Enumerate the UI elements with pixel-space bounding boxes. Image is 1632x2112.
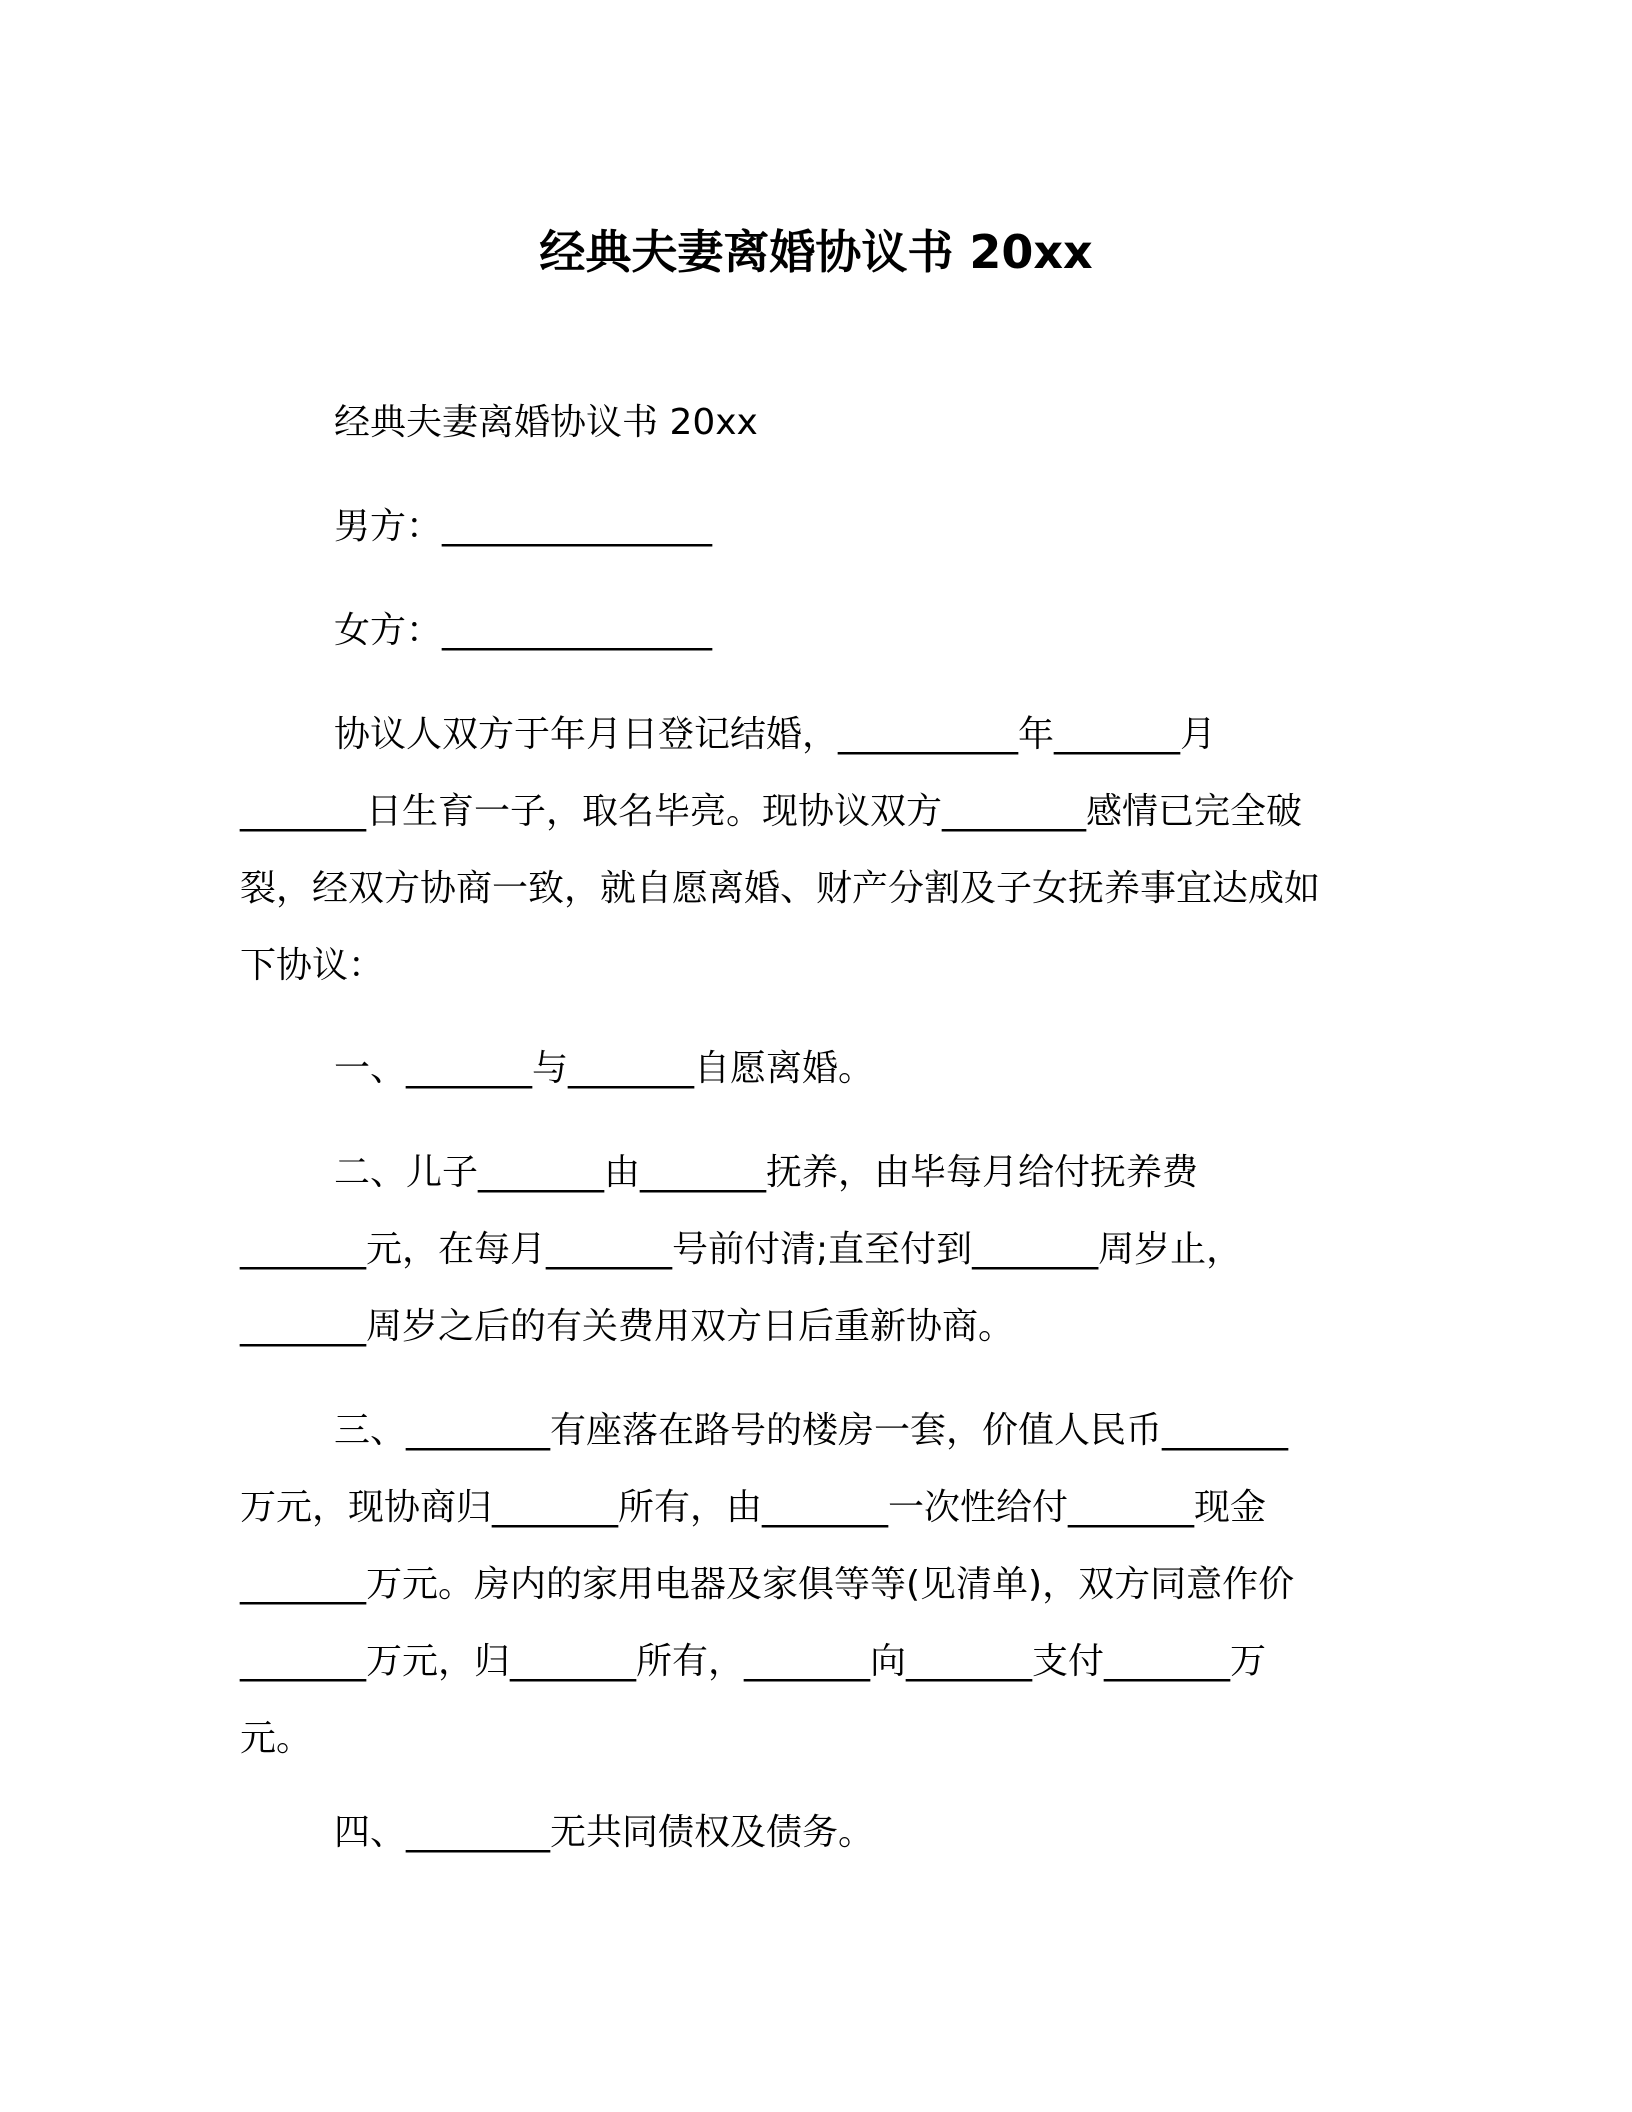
clause-2-line: _______元，在每月_______号前付清;直至付到_______周岁止， xyxy=(240,1229,1243,1270)
paragraph-line: _______日生育一子，取名毕亮。现协议双方________感情已完全破 xyxy=(240,791,1303,832)
clause-3-line: _______万元。房内的家用电器及家俱等等(见清单)，双方同意作价 xyxy=(240,1564,1295,1605)
clause-1: 一、_______与_______自愿离婚。 xyxy=(334,1048,875,1089)
clause-3-line: 万元，现协商归_______所有，由_______一次性给付_______现金 xyxy=(240,1487,1267,1528)
paragraph-line: 下协议： xyxy=(240,945,385,986)
clause-3-line: 元。 xyxy=(240,1718,313,1759)
clause-4: 四、________无共同债权及债务。 xyxy=(334,1812,875,1853)
clause-2-line: _______周岁之后的有关费用双方日后重新协商。 xyxy=(240,1306,1015,1347)
male-party-field: 男方：_______________ xyxy=(334,506,713,547)
clause-2-line: 二、儿子_______由_______抚养，由毕每月给付抚养费 xyxy=(334,1152,1199,1193)
female-party-field: 女方：_______________ xyxy=(334,610,713,651)
clause-3-line: 三、________有座落在路号的楼房一套，价值人民币_______ xyxy=(334,1410,1289,1451)
paragraph-line: 裂，经双方协商一致，就自愿离婚、财产分割及子女抚养事宜达成如 xyxy=(240,868,1321,909)
clause-3-line: _______万元，归_______所有，_______向_______支付_______万 xyxy=(240,1641,1267,1682)
document-title: 经典夫妻离婚协议书 20xx xyxy=(539,225,1093,279)
document-subtitle: 经典夫妻离婚协议书 20xx xyxy=(334,402,758,443)
paragraph-line: 协议人双方于年月日登记结婚，__________年_______月 xyxy=(334,714,1217,755)
